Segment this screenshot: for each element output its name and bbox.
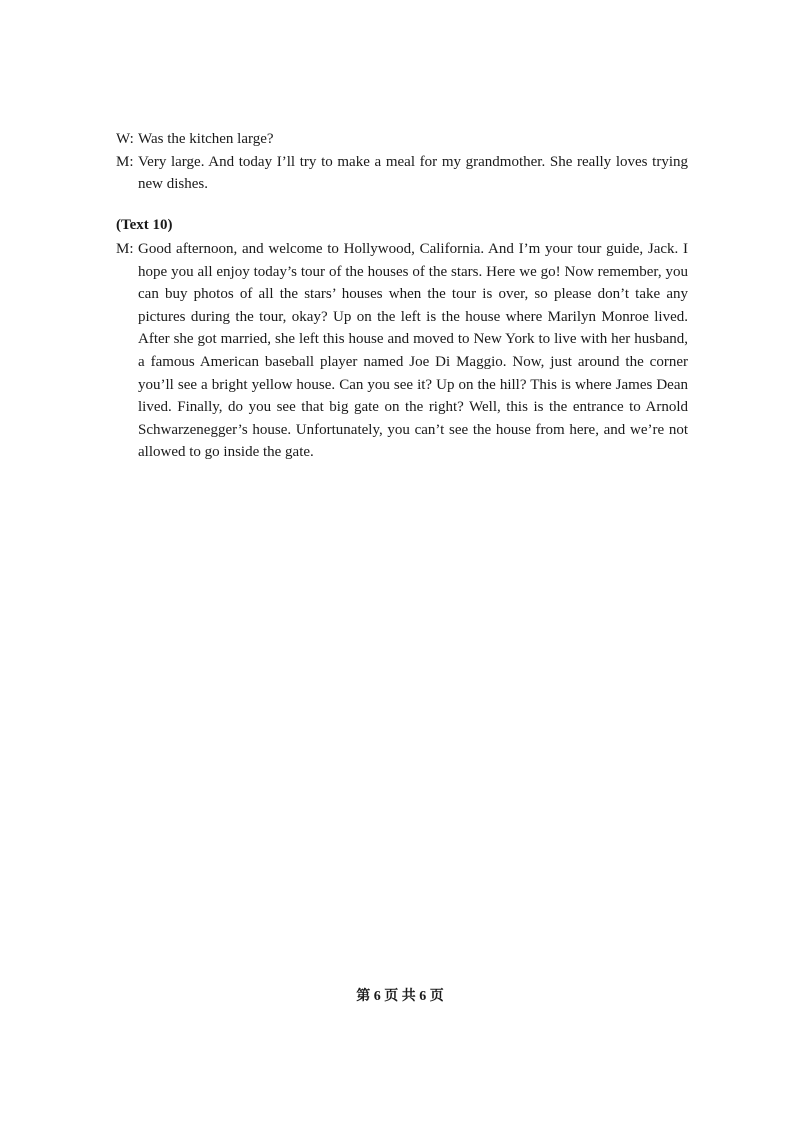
dialogue-block bbox=[116, 238, 688, 464]
dialogue-block bbox=[116, 128, 688, 196]
speaker-label: M: bbox=[116, 153, 134, 170]
page-number-footer: 第 6 页 共 6 页 bbox=[356, 989, 444, 1004]
dialogue-turn bbox=[116, 151, 688, 196]
speaker-label: W: bbox=[116, 131, 134, 147]
dialogue-turn bbox=[116, 128, 688, 151]
speaker-label: M: bbox=[116, 241, 134, 257]
dialogue-text: Very large. And today I’ll try to make a meal for my grandmother. She really loves trying new dishes. bbox=[138, 153, 688, 193]
section-heading: (Text 10) bbox=[116, 217, 173, 233]
dialogue-turn bbox=[116, 238, 688, 464]
dialogue-text: Was the kitchen large? bbox=[138, 131, 274, 147]
dialogue-text: Good afternoon, and welcome to Hollywood, California. And I’m your tour guide, Jack. I hope you all enjoy today’s tour of the houses of the stars. Here we go! Now remember, you can buy photos of all the stars’ houses when the tour is over, so please don’t take any pictures during the tour, okay? Up on the left is the house where Marilyn Monroe lived. After she got married, she left this house and moved to New York to live with her husband, a famous American baseball player named Joe Di Maggio. Now, just around the corner you’ll see a bright yellow house. Can you see it? Up on the hill? This is where James Dean lived. Finally, do you see that big gate on the right? Well, this is the entrance to Arnold Schwarzenegger’s house. Unfortunately, you can’t see the house from here, and we’re not allowed to go inside the gate. bbox=[138, 241, 688, 461]
